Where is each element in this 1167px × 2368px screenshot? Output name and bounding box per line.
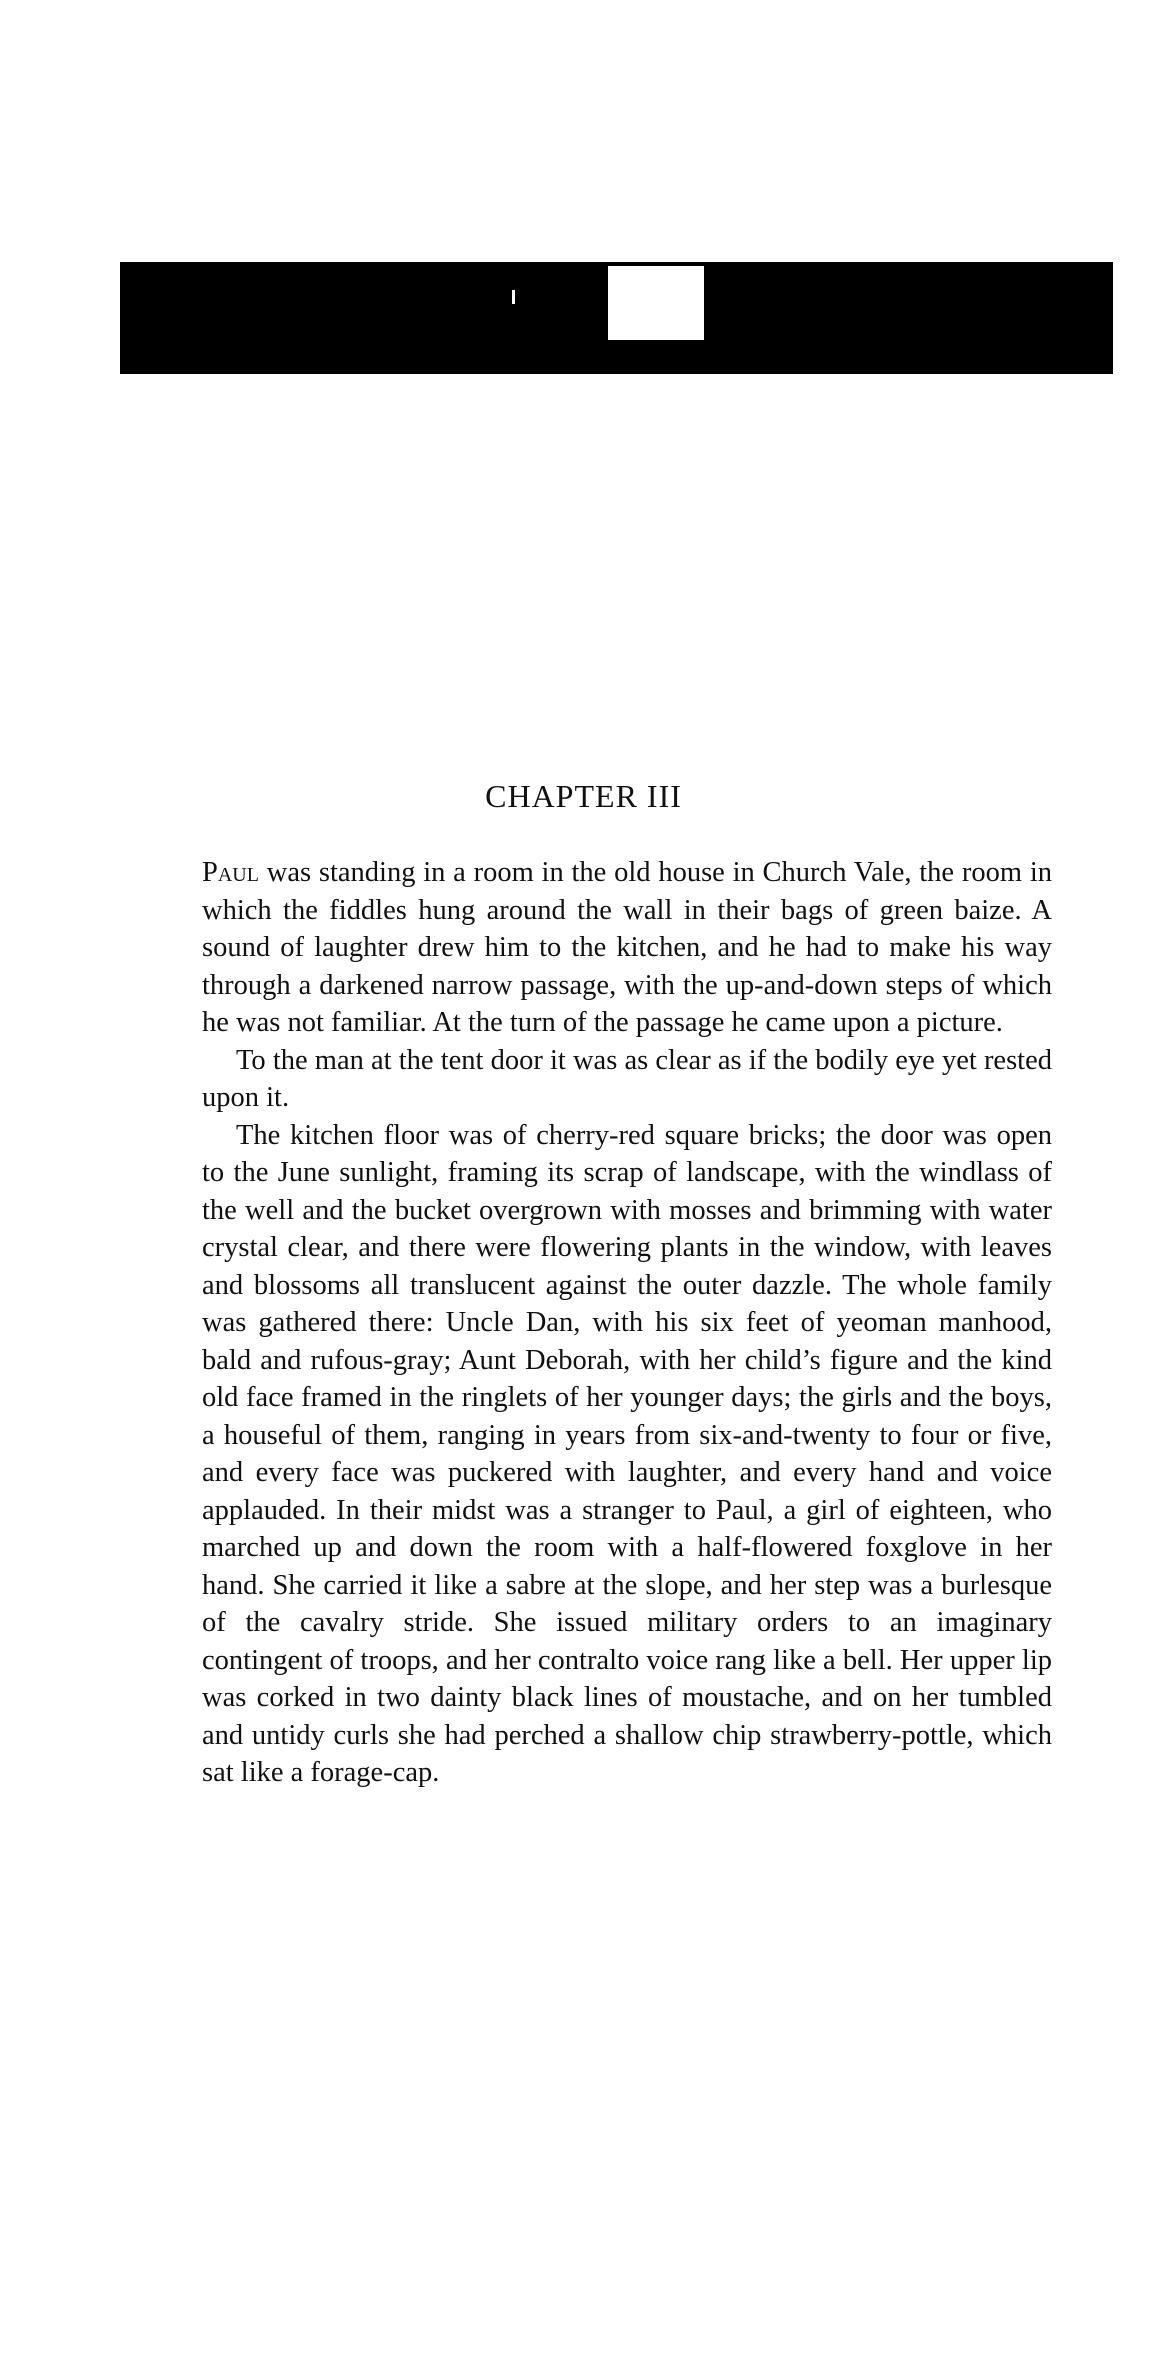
chapter-title: CHAPTER III: [485, 778, 682, 814]
paragraph-1-text: was standing in a room in the old house in Church Vale, the room in which the fiddles hung around the wall in their bags of green baize. A sound of laughter drew him to the kitchen, and he had to make his way through a darkened narrow passage, with the up-and-down steps of which he was not familiar. At the turn of the passage he came upon a picture.: [202, 857, 1052, 1038]
paragraph-1: [202, 854, 1052, 1042]
chapter-text: [202, 854, 1052, 1792]
header-ornament-notch: [608, 266, 704, 340]
paragraph-3: The kitchen floor was of cherry-red square bricks; the door was open to the June sunlight, framing its scrap of landscape, with the windlass of the well and the bucket overgrown with mosses and brimming with water crystal clear, and there were flowering plants in the window, with leaves and blossoms all translucent against the outer dazzle. The whole family was gathered there: Uncle Dan, with his six feet of yeoman manhood, bald and rufous-gray; Aunt Deborah, with her child’s figure and the kind old face framed in the ringlets of her younger days; the girls and the boys, a houseful of them, ranging in years from six-and-twenty to four or five, and every face was puckered with laughter, and every hand and voice applauded. In their midst was a stranger to Paul, a girl of eighteen, who marched up and down the room with a half-flowered foxglove in her hand. She carried it like a sabre at the slope, and her step was a burlesque of the cavalry stride. She issued military orders to an imaginary contingent of troops, and her contralto voice rang like a bell. Her upper lip was corked in two dainty black lines of moustache, and on her tumbled and untidy curls she had perched a shallow chip strawberry-pottle, which sat like a forage-cap.: [202, 1119, 1052, 1788]
paragraph-lead-word: Paul: [202, 857, 259, 888]
paragraph-2: To the man at the tent door it was as clear as if the bodily eye yet rested upon it.: [202, 1044, 1052, 1113]
header-ornament-mark: [512, 290, 515, 304]
